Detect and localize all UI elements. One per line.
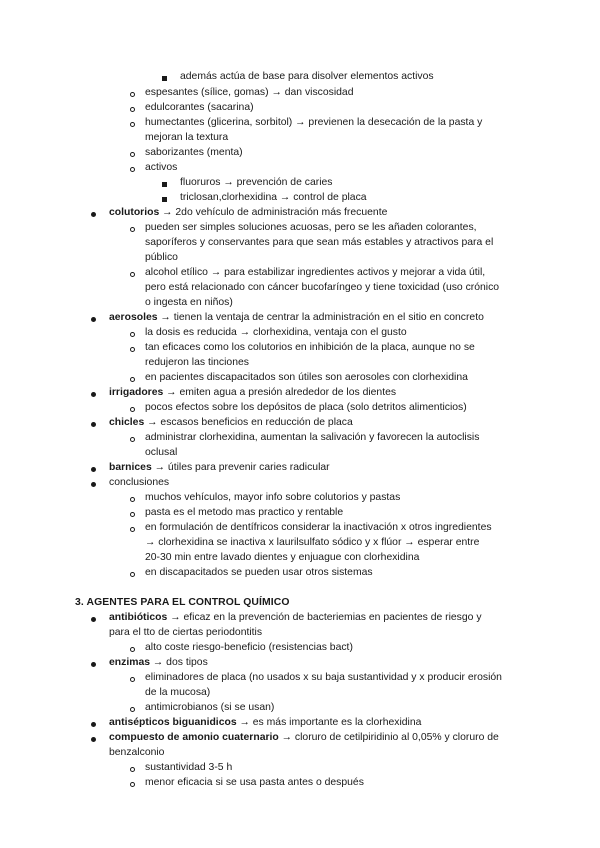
disc-bullet-icon (91, 467, 96, 472)
square-bullet-icon (162, 182, 167, 187)
circle-bullet-icon (130, 347, 135, 352)
circle-bullet-icon (130, 332, 135, 337)
term-colutorios: colutorios (109, 207, 160, 218)
circle-bullet-icon (130, 707, 135, 712)
list-item (109, 416, 353, 431)
term-antibioticos: antibióticos (109, 612, 168, 623)
list-item: conclusiones (109, 477, 170, 488)
circle-bullet-icon (130, 782, 135, 787)
list-item: la dosis es reducida → clorhexidina, ventaja con el gusto (145, 327, 407, 338)
list-item: alto coste riesgo-beneficio (resistencias bact) (145, 642, 353, 653)
term-aerosoles: aerosoles (109, 312, 158, 323)
term-amonio-cuaternario: compuesto de amonio cuaternario (109, 732, 279, 743)
term-chicles: chicles (109, 417, 145, 428)
list-item (109, 731, 499, 746)
circle-bullet-icon (130, 167, 135, 172)
circle-bullet-icon (130, 377, 135, 382)
circle-bullet-icon (130, 152, 135, 157)
list-item: edulcorantes (sacarina) (145, 102, 254, 113)
circle-bullet-icon (130, 512, 135, 517)
list-item-continuation: pero está relacionado con cáncer bucofaríngeo y tiene toxicidad (uso crónico (145, 282, 500, 293)
circle-bullet-icon (130, 677, 135, 682)
disc-bullet-icon (91, 212, 96, 217)
list-item-continuation: saporíferos y conservantes para que sean más estables y atractivos para el (145, 237, 494, 248)
circle-bullet-icon (130, 572, 135, 577)
section-heading: 3. AGENTES PARA EL CONTROL QUÍMICO (75, 597, 290, 608)
circle-bullet-icon (130, 227, 135, 232)
circle-bullet-icon (130, 767, 135, 772)
disc-bullet-icon (91, 662, 96, 667)
definition: → emiten agua a presión alrededor de los dientes (163, 387, 397, 398)
list-item (109, 311, 484, 326)
list-item: antimicrobianos (si se usan) (145, 702, 275, 713)
circle-bullet-icon (130, 497, 135, 502)
list-item (109, 206, 387, 221)
list-item: fluoruros → prevención de caries (180, 177, 333, 188)
definition: → escasos beneficios en reducción de placa (144, 417, 353, 428)
list-item: activos (145, 162, 178, 173)
list-item: tan eficaces como los colutorios en inhibición de la placa, aunque no se (145, 342, 475, 353)
list-item: pueden ser simples soluciones acuosas, pero se les añaden colorantes, (145, 222, 477, 233)
circle-bullet-icon (130, 272, 135, 277)
list-item: triclosan,clorhexidina → control de placa (180, 192, 367, 203)
definition: → eficaz en la prevención de bacteriemias en pacientes de riesgo y (167, 612, 482, 623)
disc-bullet-icon (91, 317, 96, 322)
circle-bullet-icon (130, 407, 135, 412)
square-bullet-icon (162, 197, 167, 202)
disc-bullet-icon (91, 422, 96, 427)
list-item (109, 656, 208, 671)
list-item-continuation: benzalconio (109, 747, 165, 758)
list-item: pasta es el metodo mas practico y rentable (145, 507, 344, 518)
list-item: alcohol etílico → para estabilizar ingredientes activos y mejorar a vida útil, (145, 267, 486, 278)
term-barnices: barnices (109, 462, 152, 473)
list-item-continuation: mejoran la textura (145, 132, 229, 143)
list-item-continuation: para el tto de ciertas periodontitis (109, 627, 263, 638)
list-item: administrar clorhexidina, aumentan la salivación y favorecen la autoclisis (145, 432, 480, 443)
circle-bullet-icon (130, 437, 135, 442)
definition: → es más importante es la clorhexidina (236, 717, 422, 728)
list-item: en discapacitados se pueden usar otros sistemas (145, 567, 373, 578)
list-item-continuation: redujeron las tinciones (145, 357, 249, 368)
circle-bullet-icon (130, 647, 135, 652)
term-enzimas: enzimas (109, 657, 151, 668)
disc-bullet-icon (91, 722, 96, 727)
list-item: eliminadores de placa (no usados x su baja sustantividad y x producir erosión (145, 672, 502, 683)
list-item-continuation: de la mucosa) (145, 687, 211, 698)
disc-bullet-icon (91, 392, 96, 397)
list-item: muchos vehículos, mayor info sobre colutorios y pastas (145, 492, 401, 503)
list-item: sustantividad 3-5 h (145, 762, 233, 773)
list-item-continuation: oclusal (145, 447, 178, 458)
definition: → dos tipos (150, 657, 208, 668)
list-item (109, 716, 421, 731)
list-item (109, 461, 330, 476)
square-bullet-icon (162, 76, 167, 81)
list-item-continuation: público (145, 252, 178, 263)
list-item: en pacientes discapacitados son útiles son aerosoles con clorhexidina (145, 372, 468, 383)
circle-bullet-icon (130, 92, 135, 97)
disc-bullet-icon (91, 737, 96, 742)
definition: → tienen la ventaja de centrar la administración en el sitio en concreto (157, 312, 484, 323)
circle-bullet-icon (130, 527, 135, 532)
list-item: pocos efectos sobre los depósitos de placa (solo detritos alimenticios) (145, 402, 467, 413)
term-biguanidicos: antisépticos biguanidicos (109, 717, 237, 728)
list-item: saborizantes (menta) (145, 147, 243, 158)
disc-bullet-icon (91, 482, 96, 487)
definition: → útiles para prevenir caries radicular (151, 462, 330, 473)
list-item: espesantes (sílice, gomas) → dan viscosidad (145, 87, 354, 98)
list-item-continuation: o ingesta en niños) (145, 297, 233, 308)
list-item: además actúa de base para disolver elementos activos (180, 71, 434, 82)
list-item-continuation: 20-30 min entre lavado dientes y enjuague con clorhexidina (145, 552, 420, 563)
circle-bullet-icon (130, 107, 135, 112)
circle-bullet-icon (130, 122, 135, 127)
list-item (109, 611, 482, 626)
definition: → cloruro de cetilpiridinio al 0,05% y cloruro de (278, 732, 499, 743)
list-item: en formulación de dentífricos considerar la inactivación x otros ingredientes (145, 522, 492, 533)
term-irrigadores: irrigadores (109, 387, 164, 398)
list-item (109, 386, 396, 401)
list-item: menor eficacia si se usa pasta antes o después (145, 777, 364, 788)
list-item: humectantes (glicerina, sorbitol) → previenen la desecación de la pasta y (145, 117, 483, 128)
list-item-continuation: → clorhexidina se inactiva x laurilsulfato sódico y x flúor → esperar entre (145, 537, 480, 548)
disc-bullet-icon (91, 617, 96, 622)
definition: → 2do vehículo de administración más frecuente (159, 207, 388, 218)
